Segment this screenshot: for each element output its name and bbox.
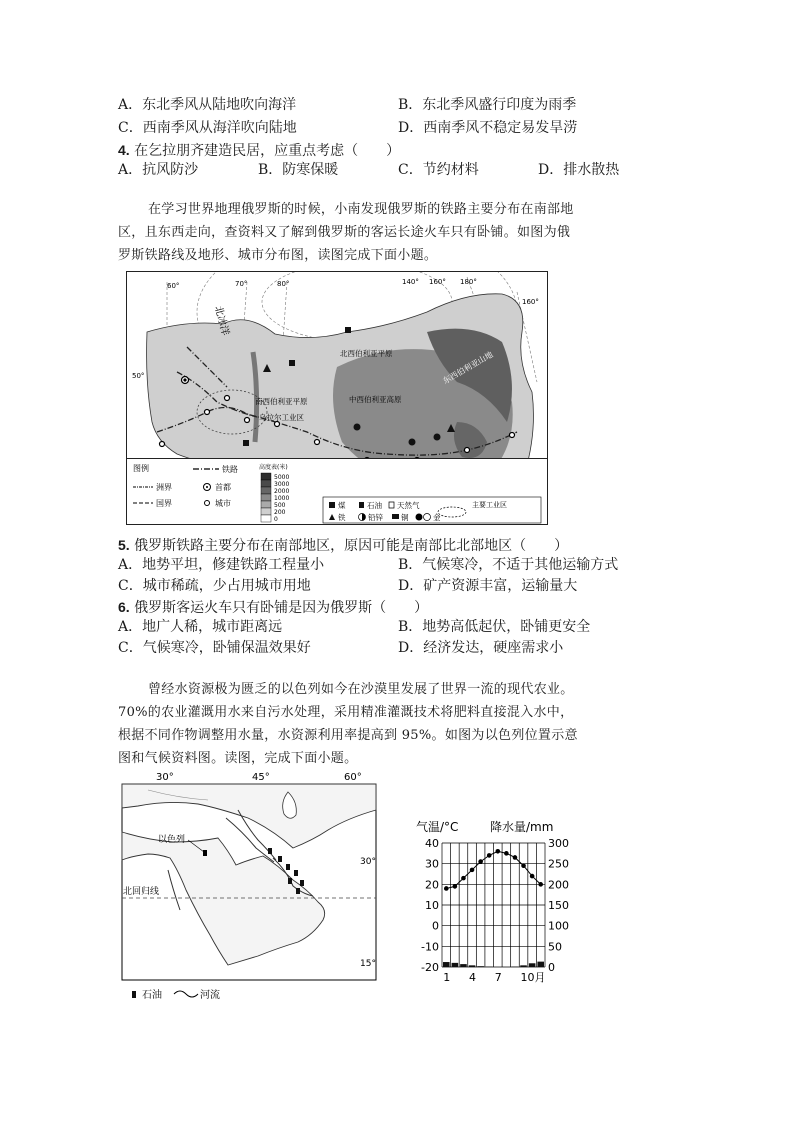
legend-elevation: 3000 [274,481,290,488]
temperature-point [487,853,492,858]
temperature-point [538,882,543,887]
q4-option-b: B．防寒保暖 [258,162,339,178]
question-6 [118,597,428,618]
precip-bar [460,964,467,967]
right-axis-label: 降水量/mm [490,820,554,834]
question-number: 4. [118,142,130,158]
legend-coal: 煤 [338,501,346,510]
legend-oil: 石油 [367,501,382,510]
legend-continent-boundary: 洲界 [156,483,172,492]
passage-2-line-4: 图和气候资料图。读图，完成下面小题。 [118,751,358,766]
left-tick-label: 0 [432,919,439,933]
meridian-label: 70° [235,280,248,288]
right-tick-label: 300 [548,837,569,850]
left-tick-label: 20 [425,878,439,892]
sea-label: 北冰洋 [212,304,231,337]
legend-river: 河流 [200,990,220,1001]
temperature-point [470,868,475,873]
q4-option-c: C．节约材料 [398,162,479,178]
question-4 [118,140,400,161]
temperature-point [504,851,509,856]
russia-map [126,271,548,525]
q4-option-a: A．抗风防沙 [118,162,199,178]
right-tick-label: 200 [548,878,569,892]
legend-copper: 铜 [401,513,409,522]
legend-industrial-zone: 主要工业区 [472,501,507,509]
question-number: 6. [118,599,130,615]
legend-oil: 石油 [142,990,162,1001]
q3-option-c: C．西南季风从海洋吹向陆地 [118,120,297,136]
meridian-label: 60° [167,282,180,290]
temperature-point [530,874,535,879]
legend-elevation: 1000 [274,495,290,502]
precip-bar [529,963,536,967]
meridian-label: 80° [277,280,290,288]
climate-chart-svg [410,815,585,985]
legend-gas: 天然气 [397,501,420,510]
country-label: 以色列 [158,835,186,845]
q3-option-d: D．西南季风不稳定易发旱涝 [398,120,578,136]
meridian-label: 140° [402,278,419,286]
region-west-siberian-plain: 北西伯利亚平原 [340,349,393,358]
q5-option-a: A．地势平坦，修建铁路工程量小 [118,557,325,573]
precip-bar [443,962,450,967]
left-axis-label: 气温/°C [416,820,459,834]
left-tick-label: 40 [425,837,439,850]
left-tick-label: 30 [425,857,439,871]
tropic-label: 北回归线 [123,887,160,897]
left-tick-label: -20 [421,961,439,974]
q6-option-c: C．气候寒冷，卧铺保温效果好 [118,640,311,656]
legend-title: 图例 [133,464,149,473]
temperature-point [521,863,526,868]
lon-label: 45° [252,772,270,783]
passage-2-line-3: 根据不同作物调整用水量，水资源利用率提高到 95%。如图为以色列位置示意 [118,728,578,743]
right-tick-label: 250 [548,857,569,871]
question-stem: 俄罗斯铁路主要分布在南部地区，原因可能是南部比北部地区（ ） [134,538,569,554]
lat-label: 30° [360,857,376,867]
q5-option-b: B．气候寒冷，不适于其他运输方式 [398,557,619,573]
precip-bar [469,965,476,967]
legend-national-boundary: 国界 [156,499,172,508]
lon-label: 30° [156,772,174,783]
left-tick-label: 10 [425,899,439,912]
precip-bar [520,965,527,967]
legend-iron: 铁 [338,513,346,522]
map-legend [127,458,547,525]
legend-lead-zinc: 铅锌 [368,513,383,522]
q6-option-b: B．地势高低起伏，卧铺更安全 [398,619,591,635]
right-tick-label: 100 [548,919,569,933]
q5-option-c: C．城市稀疏，少占用城市用地 [118,578,311,594]
meridian-label: 160° [429,278,446,286]
climate-chart [410,815,585,985]
legend-elevation-title: 高度表(米) [259,464,288,471]
lon-label: 60° [344,772,362,783]
parallel-label: 50° [132,372,145,380]
right-tick-label: 0 [548,961,555,974]
temperature-point [513,855,518,860]
region-ural-industrial-zone: 乌拉尔工业区 [259,413,304,422]
left-tick-label: -10 [421,940,439,954]
right-tick-label: 150 [548,899,569,912]
legend-city: 城市 [215,499,231,508]
q3-option-a: A．东北季风从陆地吹向海洋 [118,97,297,113]
legend-elevation: 5000 [274,474,290,481]
precip-bar [477,966,484,967]
question-stem: 在乞拉朋齐建造民居，应重点考虑（ ） [134,143,401,159]
passage-1-line-2: 区，且东西走向，查资料又了解到俄罗斯的客运长途火车只有卧铺。如图为俄 [118,225,571,240]
x-tick-label: 4 [469,971,477,984]
x-tick-label: 1 [443,971,451,984]
temperature-point [444,886,449,891]
x-tick-label: 10月 [520,971,546,984]
meridian-label: 180° [460,278,477,286]
precip-bar [452,963,459,967]
temperature-point [453,884,458,889]
passage-1-line-1: 在学习世界地理俄罗斯的时候，小南发现俄罗斯的铁路主要分布在南部地 [148,202,574,217]
temperature-point [495,849,500,854]
precip-bar [537,962,544,967]
region-south-west-siberian-plain: 南西伯利亚平原 [255,397,308,406]
passage-1-line-3: 罗斯铁路线及地形、城市分布图，读图完成下面小题。 [118,248,438,263]
passage-2-line-1: 曾经水资源极为匮乏的以色列如今在沙漠里发展了世界一流的现代农业。 [148,682,574,697]
temperature-point [478,859,483,864]
legend-railway: 铁路 [222,465,238,474]
israel-location-map [118,770,386,1006]
x-tick-label: 7 [494,971,502,984]
region-mountains: 东西伯利亚山地 [441,349,495,386]
right-tick-label: 50 [548,940,562,954]
legend-elevation: 200 [274,509,286,516]
passage-2-line-2: 70%的农业灌溉用水来自污水处理，采用精准灌溉技术将肥料直接混入水中， [118,705,574,720]
lat-label: 15° [360,959,376,969]
legend-elevation: 2000 [274,488,290,495]
question-5 [118,535,568,556]
legend-capital: 首都 [215,483,231,492]
legend-elevation: 0 [274,516,278,523]
question-stem: 俄罗斯客运火车只有卧铺是因为俄罗斯（ ） [134,600,429,616]
question-number: 5. [118,537,130,553]
legend-gold: 金 [433,513,441,522]
region-central-siberian-plateau: 中西伯利亚高原 [349,395,402,404]
q6-option-a: A．地广人稀，城市距离远 [118,619,283,635]
q3-option-b: B．东北季风盛行印度为雨季 [398,97,577,113]
q4-option-d: D．排水散热 [538,162,620,178]
q6-option-d: D．经济发达，硬座需求小 [398,640,564,656]
q5-option-d: D．矿产资源丰富，运输量大 [398,578,578,594]
legend-elevation: 500 [274,502,286,509]
meridian-label: 160° [522,298,539,306]
temperature-point [461,876,466,881]
